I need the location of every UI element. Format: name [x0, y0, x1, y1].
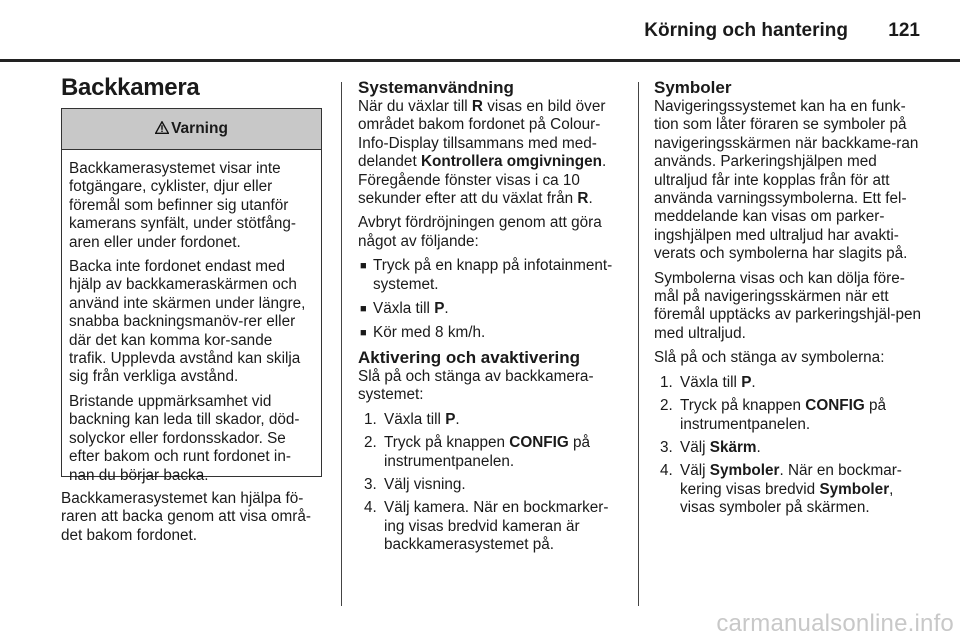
paragraph: Avbryt fördröjningen genom att göra något av följande:: [358, 214, 602, 250]
bullet-list: [358, 257, 624, 343]
paragraph: Navigeringssystemet kan ha en funk-tion som låter föraren se symboler på navigeringsskärmen när backkame-ran används. Parkeringshjälpen med ultraljud får inte kopplas från för att använda varningssymbolerna. Ett fel-meddelande kan visas om parker-ingshjälpen med ultraljud har avakti-verats och symbolerna har slagits på.: [654, 98, 919, 263]
paragraph: När du växlar till R visas en bild över området bakom fordonet på Colour-Info-Display tillsammans med med-delandet Kontrollera omgivningen. Föregående fönster visas i ca 10 sekunder efter att du växlat från R.: [358, 98, 607, 208]
warning-header: [62, 109, 321, 150]
page-number: 121: [888, 20, 920, 41]
warning-paragraph: Backa inte fordonet endast med hjälp av backkameraskärmen och använd inte skärmen under längre, snabba backningsmanöv-rer eller där det kan komma kor-sande trafik. Upplevda avstånd kan skilja sig från verkliga avstånd.: [69, 258, 306, 386]
section-title: Systemanvändning: [358, 78, 514, 97]
list-item: 1. Växla till P.: [364, 410, 460, 428]
list-item: 3. Välj Skärm.: [660, 438, 761, 456]
list-item: ■ Tryck på en knapp på infotainment-systemet.: [360, 257, 613, 293]
header-title: Körning och hantering: [644, 20, 848, 41]
section-title: Aktivering och avaktivering: [358, 348, 581, 367]
warning-box: [61, 108, 322, 484]
column-divider-1: [341, 82, 342, 606]
page-header: [0, 0, 960, 62]
step-list: [654, 374, 922, 518]
step-list: [358, 411, 624, 555]
warning-label: Varning: [171, 120, 228, 137]
header-rule: [0, 59, 960, 62]
backkamera-intro: Backkamerasystemet kan hjälpa fö-raren att backa genom att visa områ-det bakom fordonet.: [61, 490, 311, 544]
section-aktivering: [358, 348, 624, 560]
watermark: carmanualsonline.info: [716, 610, 954, 637]
list-item: 2. Tryck på knappen CONFIG på instrumentpanelen.: [364, 434, 591, 470]
list-item: 1. Växla till P.: [660, 373, 756, 391]
list-item: ■ Kör med 8 km/h.: [360, 324, 486, 342]
warning-triangle-icon: [155, 121, 169, 138]
paragraph: Slå på och stänga av backkamera-systemet:: [358, 368, 594, 404]
list-item: 4. Välj Symboler. När en bockmar-kering visas bredvid Symboler, visas symboler på skärmen.: [660, 462, 902, 517]
paragraph: Symbolerna visas och kan dölja före-mål på navigeringsskärmen när ett föremål upptäcks av parkeringshjäl-pen med ultraljud.: [654, 269, 921, 342]
paragraph: Slå på och stänga av symbolerna:: [654, 349, 885, 367]
section-symboler: [654, 78, 922, 523]
section-title: Symboler: [654, 78, 732, 97]
list-item: 3. Välj visning.: [364, 476, 466, 494]
section-systemanvandning: [358, 78, 624, 349]
column-divider-2: [638, 82, 639, 606]
list-item: ■ Växla till P.: [360, 300, 449, 318]
list-item: 2. Tryck på knappen CONFIG på instrumentpanelen.: [660, 397, 887, 433]
section-title-backkamera: Backkamera: [61, 74, 200, 101]
list-item: 4. Välj kamera. När en bockmarker-ing visas bredvid kameran är backkamerasystemet på.: [364, 499, 609, 554]
warning-paragraph: Backkamerasystemet visar inte fotgängare, cyklister, djur eller föremål som befinner sig utanför kamerans synfält, under stötfång-aren eller under fordonet.: [69, 160, 297, 251]
warning-body: [62, 150, 321, 485]
warning-paragraph: Bristande uppmärksamhet vid backning kan leda till skador, död-solyckor eller fordonsskador. Se efter bakom och runt fordonet in-nan du börjar backa.: [69, 392, 300, 484]
